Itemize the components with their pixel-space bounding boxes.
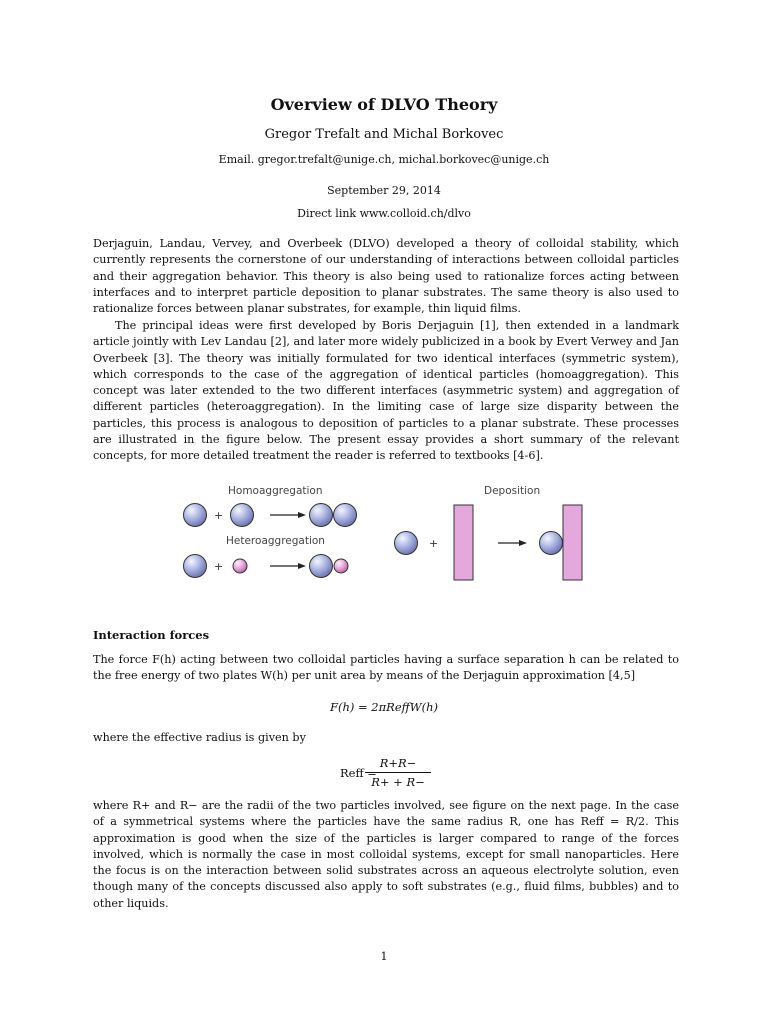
equation-denominator: R+ + R−: [371, 775, 425, 789]
particle-large: [310, 555, 333, 578]
equation-fraction: [365, 756, 431, 789]
plus-sign: +: [214, 560, 224, 573]
equation-effective-radius: [340, 756, 440, 796]
substrate-plate: [454, 505, 473, 580]
arrow-head: [298, 563, 306, 569]
page-number: 1: [380, 950, 388, 963]
particle-large: [231, 504, 254, 527]
particle-large: [395, 532, 418, 555]
intro-paragraph-2: The principal ideas were first developed by Boris Derjaguin [1], then extended in a landmark article jointly with Lev Landau [2], and later more widely publicized in a book by Evert Verwey and Jan Overbeek [3]. The theory was initially formulated for two identical interfaces (symmetric system), which corresponds to the case of the aggregation of identical particles (homoaggregation). This concept was later extended to the two different interfaces (asymmetric system) and aggregation of different particles (heteroaggregation). In the limiting case of large size disparity between the particles, this process is analogous to deposition of particles to a planar substrate. These processes are illustrated in the figure below. The present essay provides a short summary of the relevant concepts, for more detailed treatment the reader is referred to textbooks [4-6].: [93, 319, 679, 463]
arrow-head: [519, 540, 527, 546]
radii-paragraph: where R+ and R− are the radii of the two particles involved, see figure on the next page. In the case of a symmetrical systems where the particles have the same radius R, one has Reff = R/2. This approximation is good when the size of the particles is larger compared to range of the forces involved, which is normally the case in most colloidal systems, except for small nanoparticles. Here the focus is on the interaction between solid substrates across an aqueous electrolyte solution, even though many of the concepts discussed also apply to soft substrates (e.g., fluid films, bubbles) and to other liquids.: [93, 799, 679, 910]
particle-large: [540, 532, 563, 555]
figure-drawing: [170, 478, 610, 590]
authors: Gregor Trefalt and Michal Borkovec: [264, 127, 504, 142]
author-email: Email. gregor.trefalt@unige.ch, michal.borkovec@unige.ch: [218, 153, 550, 166]
figure-label-homoaggregation: Homoaggregation: [228, 485, 323, 497]
direct-link[interactable]: Direct link www.colloid.ch/dlvo: [297, 207, 471, 220]
intro-paragraph-1: Derjaguin, Landau, Vervey, and Overbeek (DLVO) developed a theory of colloidal stability, which currently represents the cornerstone of our understanding of interactions between colloidal particles and their aggregation behavior. This theory is also being used to rationalize forces acting between interfaces and to interpret particle deposition to planar substrates. The same theory is also used to rationalize forces between planar substrates, for example, thin liquid films.: [93, 237, 679, 316]
plus-sign: +: [214, 509, 224, 522]
effective-radius-intro: where the effective radius is given by: [93, 731, 306, 744]
particle-small: [233, 559, 247, 573]
figure-label-heteroaggregation: Heteroaggregation: [226, 535, 325, 547]
arrow-head: [298, 512, 306, 518]
equation-derjaguin: F(h) = 2πReffW(h): [330, 700, 438, 714]
equation-numerator: R+R−: [365, 756, 431, 773]
plus-sign: +: [429, 537, 439, 550]
forces-paragraph: The force F(h) acting between two colloidal particles having a surface separation h can be related to the free energy of two plates W(h) per unit area by means of the Derjaguin approximation [4,5]: [93, 653, 679, 683]
particle-large: [310, 504, 333, 527]
publication-date: September 29, 2014: [327, 184, 441, 197]
figure-label-deposition: Deposition: [484, 485, 541, 497]
section-heading-interaction-forces: Interaction forces: [93, 628, 210, 642]
page-title: Overview of DLVO Theory: [270, 95, 498, 114]
particle-large: [184, 504, 207, 527]
equation-lhs: Reff =: [340, 766, 377, 780]
particle-large: [334, 504, 357, 527]
particle-small: [334, 559, 348, 573]
aggregation-figure: [170, 478, 610, 590]
particle-large: [184, 555, 207, 578]
substrate-plate: [563, 505, 582, 580]
